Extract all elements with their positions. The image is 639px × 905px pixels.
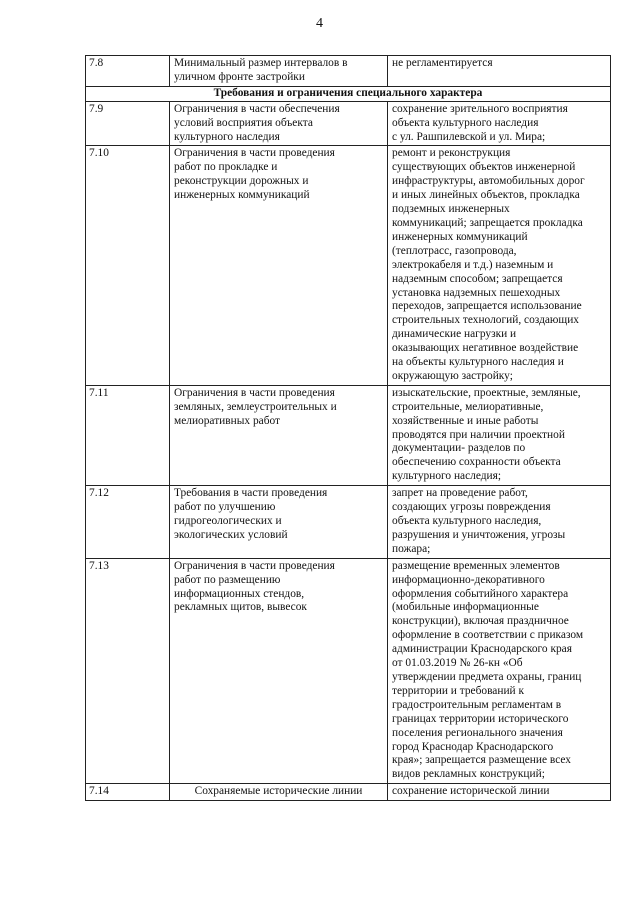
row-number: 7.10	[86, 146, 170, 385]
table-row	[86, 385, 611, 485]
row-name: Ограничения в части обеспечения условий восприятия объекта культурного наследия	[170, 101, 388, 146]
page-number: 4	[316, 16, 323, 31]
row-name: Минимальный размер интервалов в уличном фронте застройки	[170, 56, 388, 87]
row-number: 7.11	[86, 385, 170, 485]
row-number: 7.14	[86, 784, 170, 801]
table-row	[86, 146, 611, 385]
table-row	[86, 784, 611, 801]
row-name: Ограничения в части проведения работ по прокладке и реконструкции дорожных и инженерных коммуникаций	[170, 146, 388, 385]
row-value: изыскательские, проектные, земляные, строительные, мелиоративные, хозяйственные и иные работы проводятся при наличии проектной документации- разделов по обеспечению сохранности объекта культурного наследия;	[388, 385, 611, 485]
row-number: 7.9	[86, 101, 170, 146]
row-value: размещение временных элементов информационно-декоративного оформления событийного характера (мобильные информационные конструкции), включая праздничное оформление в соответствии с приказом администрации Краснодарского края от 01.03.2019 № 26-кн «Об утверждении предмета охраны, границ территории и требований к градостроительным регламентам в границах территории исторического поселения регионального значения город Краснодар Краснодарского края»; запрещается размещение всех видов рекламных конструкций;	[388, 558, 611, 784]
row-number: 7.12	[86, 486, 170, 559]
row-value: сохранение исторической линии	[388, 784, 611, 801]
section-header-row	[86, 86, 611, 101]
table-row	[86, 56, 611, 87]
row-value: не регламентируется	[388, 56, 611, 87]
row-number: 7.8	[86, 56, 170, 87]
row-name: Ограничения в части проведения земляных, землеустроительных и мелиоративных работ	[170, 385, 388, 485]
row-value: сохранение зрительного восприятия объекта культурного наследия с ул. Рашпилевской и ул. Мира;	[388, 101, 611, 146]
table-row	[86, 101, 611, 146]
regulations-table	[85, 55, 611, 801]
row-value: ремонт и реконструкция существующих объектов инженерной инфраструктуры, автомобильных дорог и иных линейных объектов, прокладка подземных инженерных коммуникаций; запрещается прокладка инженерных коммуникаций (теплотрасс, газопровода, электрокабеля и т.д.) наземным и надземным способом; запрещается установка надземных пешеходных переходов, запрещается использование строительных технологий, создающих динамические нагрузки и оказывающих негативное воздействие на объекты культурного наследия и окружающую застройку;	[388, 146, 611, 385]
row-name: Требования в части проведения работ по улучшению гидрогеологических и экологических условий	[170, 486, 388, 559]
row-name: Ограничения в части проведения работ по размещению информационных стендов, рекламных щитов, вывесок	[170, 558, 388, 784]
table-row	[86, 486, 611, 559]
row-number: 7.13	[86, 558, 170, 784]
row-value: запрет на проведение работ, создающих угрозы повреждения объекта культурного наследия, разрушения и уничтожения, угрозы пожара;	[388, 486, 611, 559]
row-name: Сохраняемые исторические линии	[170, 784, 388, 801]
section-title: Требования и ограничения специального характера	[86, 86, 611, 101]
table-row	[86, 558, 611, 784]
